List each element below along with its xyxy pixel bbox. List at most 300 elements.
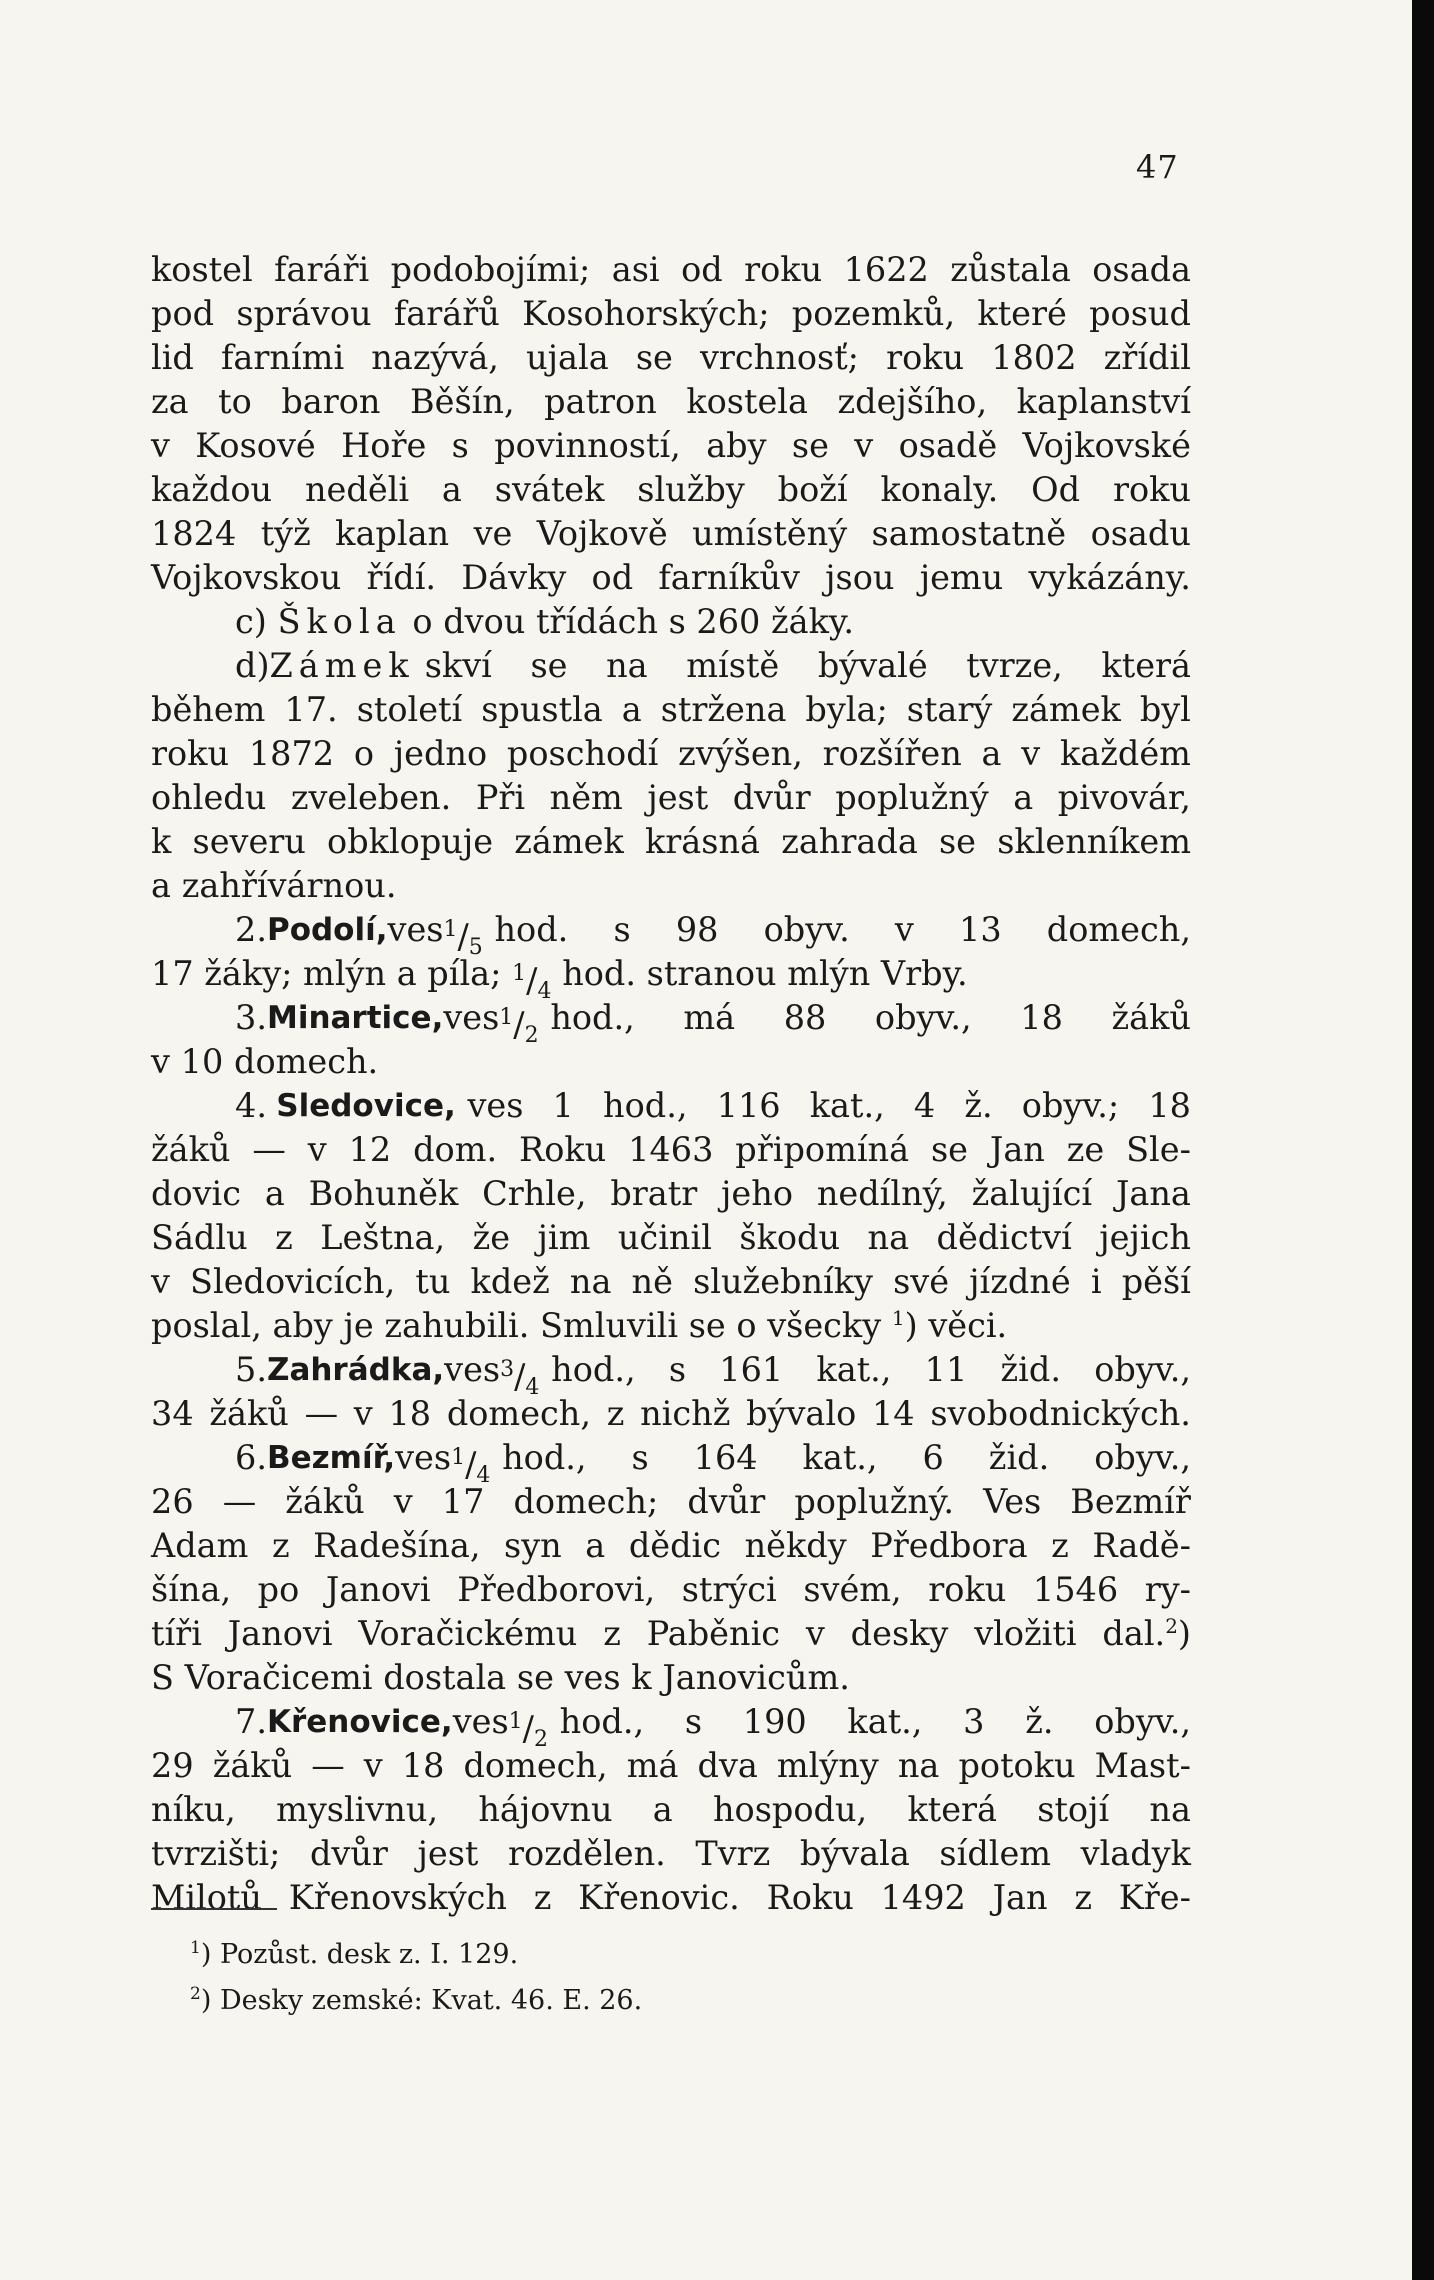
word: ve — [473, 514, 513, 553]
text-line — [151, 1480, 1191, 1524]
page-number: 47 — [1136, 148, 1179, 186]
text-line — [151, 248, 1191, 292]
word: bývala — [799, 1834, 910, 1873]
entry-number: 7. — [235, 1702, 267, 1741]
word: Mast- — [1094, 1746, 1191, 1785]
word: roku — [928, 1570, 1007, 1609]
word: dvůr — [732, 778, 811, 817]
text-run: ves — [387, 910, 444, 949]
text-line — [151, 864, 1191, 908]
fraction-numerator: 1 — [512, 961, 527, 986]
word: nedílný, — [816, 1174, 948, 1213]
word: a — [151, 866, 171, 905]
fraction-denominator: 4 — [537, 979, 552, 1004]
word: lid — [151, 338, 194, 377]
word: Křenovských — [288, 1878, 507, 1917]
word: domech; — [513, 1482, 659, 1521]
word: byl — [1139, 690, 1191, 729]
word: bratr — [610, 1174, 698, 1213]
fraction-denominator: 4 — [525, 1375, 540, 1400]
word: severu — [192, 822, 306, 861]
word: sklenníkem — [997, 822, 1191, 861]
fraction: $^1$/4 — [451, 1445, 491, 1488]
text-run: ves 1 hod., 116 kat., 4 ž. obyv.; 18 — [467, 1086, 1191, 1125]
word: Jan — [989, 1130, 1045, 1169]
word: Kosohorských; — [522, 294, 770, 333]
word: poplužný. — [794, 1482, 955, 1521]
text-line — [151, 1524, 1191, 1568]
word: faráři — [274, 250, 370, 289]
word: — — [311, 1746, 345, 1785]
word: v — [151, 1042, 170, 1081]
word: nichž — [640, 1394, 731, 1433]
word: služebníky — [693, 1262, 873, 1301]
word: svátek — [494, 470, 605, 509]
word: v — [363, 1746, 383, 1785]
footnote-text: ) Desky zemské: Kvat. 46. E. 26. — [200, 1985, 643, 2016]
word: nazývá, — [371, 338, 499, 377]
word: farníkův — [658, 558, 800, 597]
word: z — [1051, 1526, 1069, 1565]
fraction-numerator: 3 — [500, 1357, 515, 1382]
word: z — [1074, 1878, 1092, 1917]
text-line — [151, 1788, 1191, 1832]
footnote — [190, 1978, 642, 2024]
text-line — [151, 1876, 1191, 1920]
word: na — [569, 1262, 612, 1301]
footnote-ref — [1165, 1612, 1191, 1656]
word: patron — [544, 382, 657, 421]
word: ujala — [526, 338, 609, 377]
village-name: Křenovice, — [266, 1704, 453, 1740]
word: farářů — [393, 294, 500, 333]
text-run: ves — [452, 1702, 509, 1741]
word: své — [893, 1262, 950, 1301]
word: na — [897, 1746, 940, 1785]
fraction: $^1$/5 — [443, 917, 483, 960]
word: z — [271, 1526, 290, 1565]
word: zámek — [514, 822, 624, 861]
word: století — [356, 690, 463, 729]
word: Voračicemi — [184, 1658, 373, 1697]
word: S — [151, 1658, 174, 1697]
word: Sledovicích, — [190, 1262, 396, 1301]
word: osadu — [1090, 514, 1191, 553]
word: roku — [1112, 470, 1191, 509]
word: sídlem — [939, 1834, 1052, 1873]
word: učinil — [617, 1218, 712, 1257]
word: — — [252, 1130, 286, 1169]
word: služby — [637, 470, 745, 509]
village-name: Bezmíř, — [266, 1440, 396, 1476]
word: Bezmíř — [1070, 1482, 1191, 1521]
word: domech, — [463, 1746, 608, 1785]
word: kostel — [151, 250, 253, 289]
word: osadě — [898, 426, 998, 465]
text-line — [151, 336, 1191, 380]
word: zvýšen, — [678, 734, 803, 773]
word: 1802 — [991, 338, 1077, 377]
word: v — [151, 1262, 170, 1301]
word: dědic — [628, 1526, 722, 1565]
word: k — [631, 1658, 652, 1697]
word: a — [1013, 778, 1034, 817]
word: asi — [611, 250, 660, 289]
word: vrchnosť; — [699, 338, 859, 377]
footnotes — [190, 1932, 642, 2024]
fraction-denominator: 2 — [533, 1727, 548, 1752]
word: zámek — [1011, 690, 1121, 729]
text-line — [151, 380, 1191, 424]
word: Sle- — [1126, 1130, 1191, 1169]
word: Dávky — [461, 558, 567, 597]
word: Tvrz — [695, 1834, 771, 1873]
text-run: hod. stranou mlýn Vrby. — [562, 954, 968, 993]
word: dostala — [383, 1658, 507, 1697]
word: Ves — [983, 1482, 1042, 1521]
word: poschodí — [506, 734, 659, 773]
word: žáků — [209, 1394, 289, 1433]
word: roku — [744, 250, 823, 289]
text-run: ves — [443, 998, 500, 1037]
fraction-denominator: 4 — [476, 1463, 491, 1488]
word: potoku — [958, 1746, 1076, 1785]
text-line — [151, 512, 1191, 556]
word: Sádlu — [151, 1218, 248, 1257]
word: dovic — [151, 1174, 242, 1213]
word: od — [591, 558, 634, 597]
word: v — [307, 1130, 327, 1169]
word: žalující — [971, 1174, 1093, 1213]
text-run: hod., s 164 kat., 6 žid. obyv., — [502, 1438, 1191, 1477]
word: od — [681, 250, 723, 289]
word: jest — [417, 1834, 479, 1873]
word: v — [1021, 734, 1041, 773]
word: žáků — [285, 1482, 365, 1521]
fraction-numerator: 1 — [443, 917, 458, 942]
footnote-ref-number: 2 — [1165, 1613, 1178, 1638]
village-name: Zahrádka, — [266, 1352, 445, 1388]
word: domech. — [234, 1042, 379, 1081]
word: stojí — [1037, 1790, 1110, 1829]
word: Od — [1031, 470, 1081, 509]
village-entry-krenovice — [151, 1700, 1191, 1752]
word: Vojkově — [536, 514, 668, 553]
word: Předbora — [870, 1526, 1028, 1565]
word: na — [867, 1218, 910, 1257]
word: někdy — [744, 1526, 847, 1565]
word: v — [393, 1482, 413, 1521]
text-line — [151, 424, 1191, 468]
word: jejich — [1099, 1218, 1191, 1257]
word: jízdné — [969, 1262, 1071, 1301]
village-name: Podolí, — [266, 912, 388, 948]
text-run: tíři Janovi Voračickému z Paběnic v desky vložiti dal. — [151, 1614, 1166, 1653]
word: Janovi — [325, 1570, 431, 1609]
word: 1872 — [248, 734, 335, 773]
word: aby — [706, 426, 767, 465]
word: rozdělen. — [507, 1834, 666, 1873]
text-run: poslal, aby je zahubili. Smluvili se o všecky — [151, 1306, 882, 1345]
word: 1824 — [151, 514, 237, 553]
word: vladyk — [1080, 1834, 1191, 1873]
word: dva — [697, 1746, 758, 1785]
word: 29 — [151, 1746, 194, 1785]
word: se — [516, 1658, 554, 1697]
entry-number: 5. — [235, 1350, 267, 1389]
fraction-numerator: 1 — [451, 1445, 466, 1470]
word: Radešína, — [313, 1526, 481, 1565]
word: pivovár, — [1057, 778, 1191, 817]
text-line — [151, 1568, 1191, 1612]
word: bývalo — [746, 1394, 857, 1433]
word: pěší — [1121, 1262, 1191, 1301]
text-run: skví se na místě bývalé tvrze, která — [424, 646, 1191, 685]
footnote-ref-number: 1 — [891, 1305, 905, 1330]
text-line — [151, 1260, 1191, 1304]
word: Roku — [518, 1130, 607, 1169]
text-run: o dvou třídách s 260 žáky. — [412, 602, 855, 641]
section-school — [151, 600, 1191, 644]
word: každém — [1059, 734, 1191, 773]
section-heading: Zámek — [269, 646, 415, 685]
word: k — [151, 822, 172, 861]
word: hájovnu — [478, 1790, 613, 1829]
section-castle — [151, 644, 1191, 688]
fraction: $^1$/4 — [512, 961, 552, 1004]
word: ves — [564, 1658, 621, 1697]
fraction-denominator: 5 — [468, 935, 483, 960]
word: jeho — [721, 1174, 794, 1213]
word: vykázány. — [1028, 558, 1191, 597]
word: Jan — [992, 1878, 1048, 1917]
word: a — [441, 470, 462, 509]
text-run: 17 žáky; mlýn a píla; — [151, 954, 502, 993]
word: Adam — [151, 1526, 249, 1565]
word: jsou — [825, 558, 895, 597]
fraction: $^1$/2 — [499, 1005, 539, 1048]
word: svém, — [803, 1570, 902, 1609]
footnote-ref — [892, 1304, 1007, 1348]
text-run: ) — [1177, 1614, 1191, 1653]
text-line — [151, 292, 1191, 336]
word: v — [151, 426, 170, 465]
word: zdejšího, — [837, 382, 988, 421]
word: myslivnu, — [276, 1790, 439, 1829]
word: něm — [549, 778, 623, 817]
word: 34 — [151, 1394, 194, 1433]
entry-number: 4. — [235, 1086, 267, 1125]
word: se — [635, 338, 673, 377]
word: a — [981, 734, 1002, 773]
word: a — [264, 1174, 285, 1213]
text-run: ) věci. — [904, 1306, 1008, 1345]
word: jim — [537, 1218, 591, 1257]
word: Crhle, — [482, 1174, 587, 1213]
word: během — [151, 690, 266, 729]
word: kaplanství — [1016, 382, 1191, 421]
word: zveleben. — [290, 778, 452, 817]
word: pod — [151, 294, 215, 333]
word: z — [275, 1218, 293, 1257]
text-line — [151, 468, 1191, 512]
word: 1546 — [1032, 1570, 1119, 1609]
word: i — [1090, 1262, 1102, 1301]
word: připomíná — [735, 1130, 910, 1169]
fraction: $^1$/2 — [508, 1709, 548, 1752]
word: žáků — [212, 1746, 293, 1785]
word: pozemků, — [791, 294, 956, 333]
word: po — [257, 1570, 300, 1609]
word: 1492 — [880, 1878, 966, 1917]
word: s — [451, 426, 469, 465]
word: rozšířen — [822, 734, 962, 773]
fraction-numerator: 1 — [499, 1005, 514, 1030]
village-name: Minartice, — [266, 1000, 444, 1036]
word: krásná — [644, 822, 760, 861]
entry-number: 3. — [235, 998, 267, 1037]
word: Leštna, — [320, 1218, 446, 1257]
word: se — [938, 822, 977, 861]
word: Hoře — [341, 426, 427, 465]
text-line — [151, 1172, 1191, 1216]
text-line — [151, 1744, 1191, 1788]
word: Kosové — [195, 426, 316, 465]
word: níku, — [151, 1790, 236, 1829]
word: a — [585, 1526, 606, 1565]
word: domech, — [446, 1394, 592, 1433]
text-run: hod. s 98 obyv. v 13 domech, — [494, 910, 1191, 949]
word: poplužný — [835, 778, 989, 817]
text-line — [151, 1040, 1191, 1084]
fraction: $^3$/4 — [500, 1357, 540, 1400]
word: se — [791, 426, 829, 465]
word: škodu — [739, 1218, 841, 1257]
footnote-text: ) Pozůst. desk z. I. 129. — [200, 1939, 519, 1970]
word: obklopuje — [327, 822, 494, 861]
word: z — [606, 1394, 625, 1433]
word: Roku — [766, 1878, 854, 1917]
word: kdež — [470, 1262, 550, 1301]
word: dom. — [413, 1130, 498, 1169]
word: osada — [1092, 250, 1191, 289]
word: starý — [906, 690, 993, 729]
word: 1463 — [628, 1130, 714, 1169]
word: roku — [886, 338, 965, 377]
village-name: Sledovice, — [276, 1088, 456, 1124]
section-letter: d) — [235, 646, 270, 685]
word: 14 — [871, 1394, 915, 1433]
word: řídí. — [366, 558, 437, 597]
word: ry- — [1144, 1570, 1191, 1609]
word: jemu — [919, 558, 1004, 597]
text-line — [151, 556, 1191, 600]
text-line — [151, 1832, 1191, 1876]
word: 18 — [388, 1394, 432, 1433]
word: zůstala — [950, 250, 1071, 289]
word: syn — [504, 1526, 562, 1565]
word: na — [1149, 1790, 1191, 1829]
word: Křenovic. — [578, 1878, 740, 1917]
footnote-rule — [151, 1908, 277, 1910]
word: 12 — [348, 1130, 392, 1169]
word: Radě- — [1092, 1526, 1191, 1565]
word: v — [353, 1394, 373, 1433]
footnote-mark: 1 — [190, 1938, 201, 1958]
word: zřídil — [1103, 338, 1191, 377]
word: umístěný — [692, 514, 848, 553]
word: tu — [415, 1262, 451, 1301]
word: správou — [236, 294, 372, 333]
text-line — [151, 732, 1191, 776]
word: farními — [221, 338, 345, 377]
entry-number: 6. — [235, 1438, 267, 1477]
word: povinností, — [494, 426, 681, 465]
word: zahrada — [781, 822, 918, 861]
text-run: ves — [395, 1438, 452, 1477]
word: šína, — [151, 1570, 232, 1609]
word: má — [626, 1746, 679, 1785]
footnote-mark: 2 — [190, 1984, 201, 2004]
word: dvůr — [687, 1482, 766, 1521]
word: Milotů — [151, 1878, 262, 1917]
word: ohledu — [151, 778, 267, 817]
word: 10 — [180, 1042, 224, 1081]
word: byla; — [805, 690, 888, 729]
footnote — [190, 1932, 642, 1978]
word: dvůr — [309, 1834, 388, 1873]
word: to — [218, 382, 252, 421]
word: roku — [151, 734, 230, 773]
word: tvrzišti; — [151, 1834, 281, 1873]
village-entry-podoli — [151, 908, 1191, 960]
word: žáků — [151, 1130, 231, 1169]
text-run: ves — [444, 1350, 501, 1389]
word: v — [854, 426, 874, 465]
text-line — [151, 1304, 1191, 1348]
word: stržena — [660, 690, 787, 729]
word: každou — [151, 470, 273, 509]
word: svobodnických. — [930, 1394, 1191, 1433]
word: 17 — [441, 1482, 485, 1521]
fraction-numerator: 1 — [508, 1709, 523, 1734]
word: Předborovi, — [457, 1570, 656, 1609]
word: o — [353, 734, 374, 773]
word: 26 — [151, 1482, 194, 1521]
text-line — [151, 1128, 1191, 1172]
word: Vojkovskou — [151, 558, 342, 597]
text-run: hod., má 88 obyv., 18 žáků — [550, 998, 1191, 1037]
section-heading: Škola — [277, 602, 402, 641]
word: 17. — [284, 690, 338, 729]
word: zahřívárnou. — [181, 866, 397, 905]
text-line — [151, 688, 1191, 732]
text-line — [151, 1656, 1191, 1700]
text-line — [151, 776, 1191, 820]
word: Bohuněk — [308, 1174, 459, 1213]
word: že — [472, 1218, 511, 1257]
word: konaly. — [880, 470, 999, 509]
word: dědictví — [936, 1218, 1072, 1257]
text-run: hod., s 190 kat., 3 ž. obyv., — [559, 1702, 1191, 1741]
body-text — [151, 248, 1191, 1920]
word: samostatně — [871, 514, 1067, 553]
word: kostela — [686, 382, 808, 421]
word: strýci — [681, 1570, 777, 1609]
word: mlýny — [776, 1746, 879, 1785]
fraction-denominator: 2 — [524, 1023, 539, 1048]
village-entry-minartice — [151, 996, 1191, 1048]
